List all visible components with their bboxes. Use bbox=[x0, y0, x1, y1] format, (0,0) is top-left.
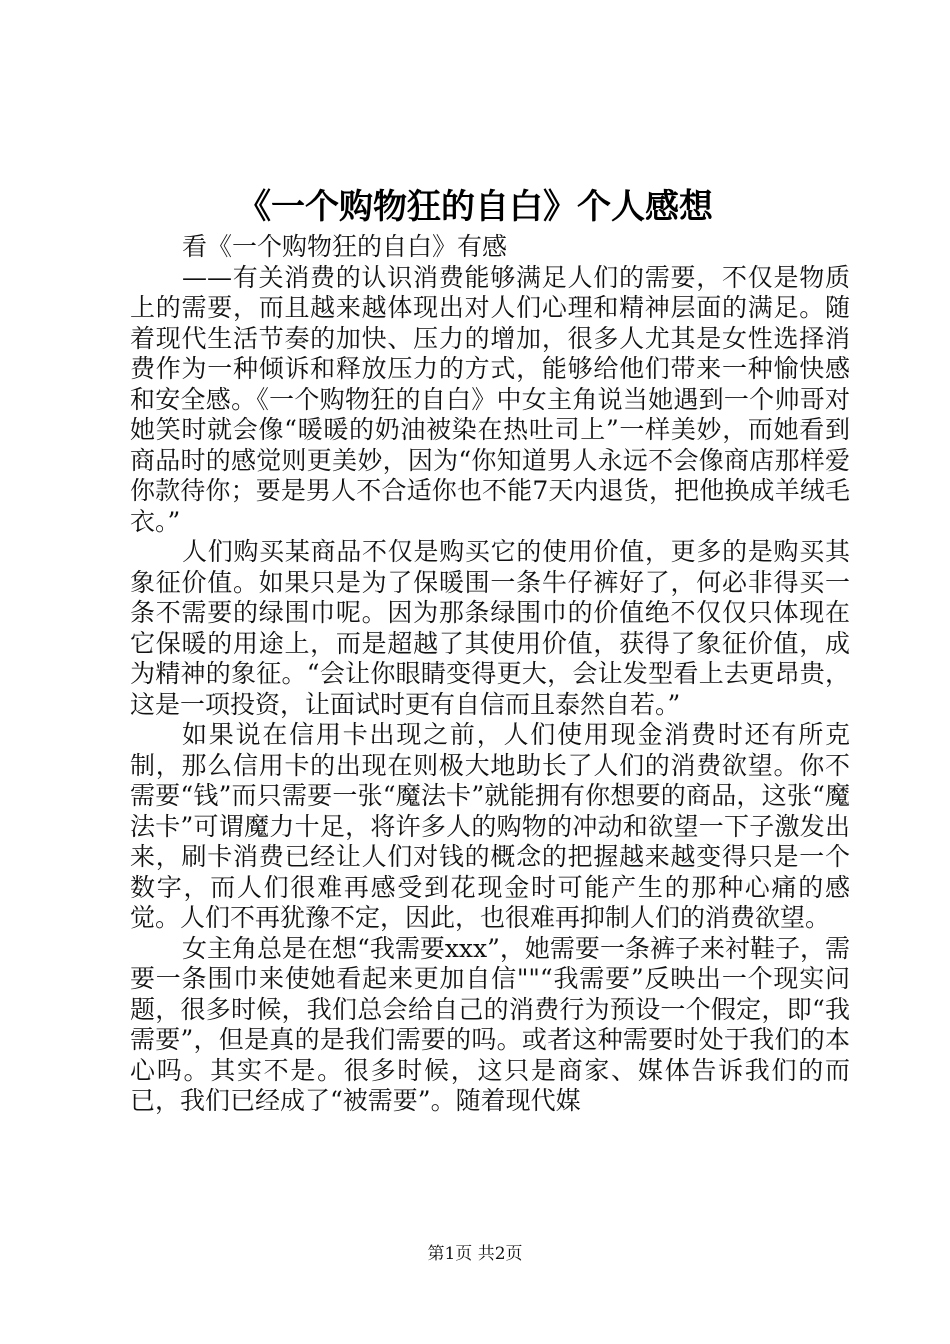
document-body bbox=[130, 232, 850, 1117]
body-paragraph: 女主角总是在想“我需要xxx”，她需要一条裤子来衬鞋子，需要一条围巾来使她看起来更加自信""“我需要”反映出一个现实问题，很多时候，我们总会给自己的消费行为预设一个假定，即“我需要”，但是真的是我们需要的吗。或者这种需要时处于我们的本心吗。其实不是。很多时候，这只是商家、媒体告诉我们的而已，我们已经成了“被需要”。随着现代媒 bbox=[130, 933, 850, 1115]
subtitle-paragraph: 看《一个购物狂的自白》有感 bbox=[182, 232, 508, 261]
body-paragraph: 人们购买某商品不仅是购买它的使用价值，更多的是购买其象征价值。如果只是为了保暖围一条牛仔裤好了，何必非得买一条不需要的绿围巾呢。因为那条绿围巾的价值绝不仅仅只体现在它保暖的用途上，而是超越了其使用价值，获得了象征价值，成为精神的象征。“会让你眼睛变得更大，会让发型看上去更昂贵，这是一项投资，让面试时更有自信而且泰然自若。” bbox=[130, 537, 850, 719]
page-number-footer: 第1页 共2页 bbox=[427, 1244, 523, 1264]
body-paragraph: 如果说在信用卡出现之前，人们使用现金消费时还有所克制，那么信用卡的出现在则极大地助长了人们的消费欲望。你不需要“钱”而只需要一张“魔法卡”就能拥有你想要的商品，这张“魔法卡”可谓魔力十足，将许多人的购物的冲动和欲望一下子激发出来，刷卡消费已经让人们对钱的概念的把握越来越变得只是一个数字，而人们很难再感受到花现金时可能产生的那种心痛的感觉。人们不再犹豫不定，因此，也很难再抑制人们的消费欲望。 bbox=[130, 720, 850, 932]
body-paragraph: ——有关消费的认识消费能够满足人们的需要，不仅是物质上的需要，而且越来越体现出对人们心理和精神层面的满足。随着现代生活节奏的加快、压力的增加，很多人尤其是女性选择消费作为一种倾诉和释放压力的方式，能够给他们带来一种愉快感和安全感。《一个购物狂的自白》中女主角说当她遇到一个帅哥对她笑时就会像“暖暖的奶油被染在热吐司上”一样美妙，而她看到商品时的感觉则更美妙，因为“你知道男人永远不会像商店那样爱你款待你；要是男人不合适你也不能7天内退货，把他换成羊绒毛衣。” bbox=[130, 262, 850, 536]
document-title: 《一个购物狂的自白》个人感想 bbox=[237, 187, 713, 227]
